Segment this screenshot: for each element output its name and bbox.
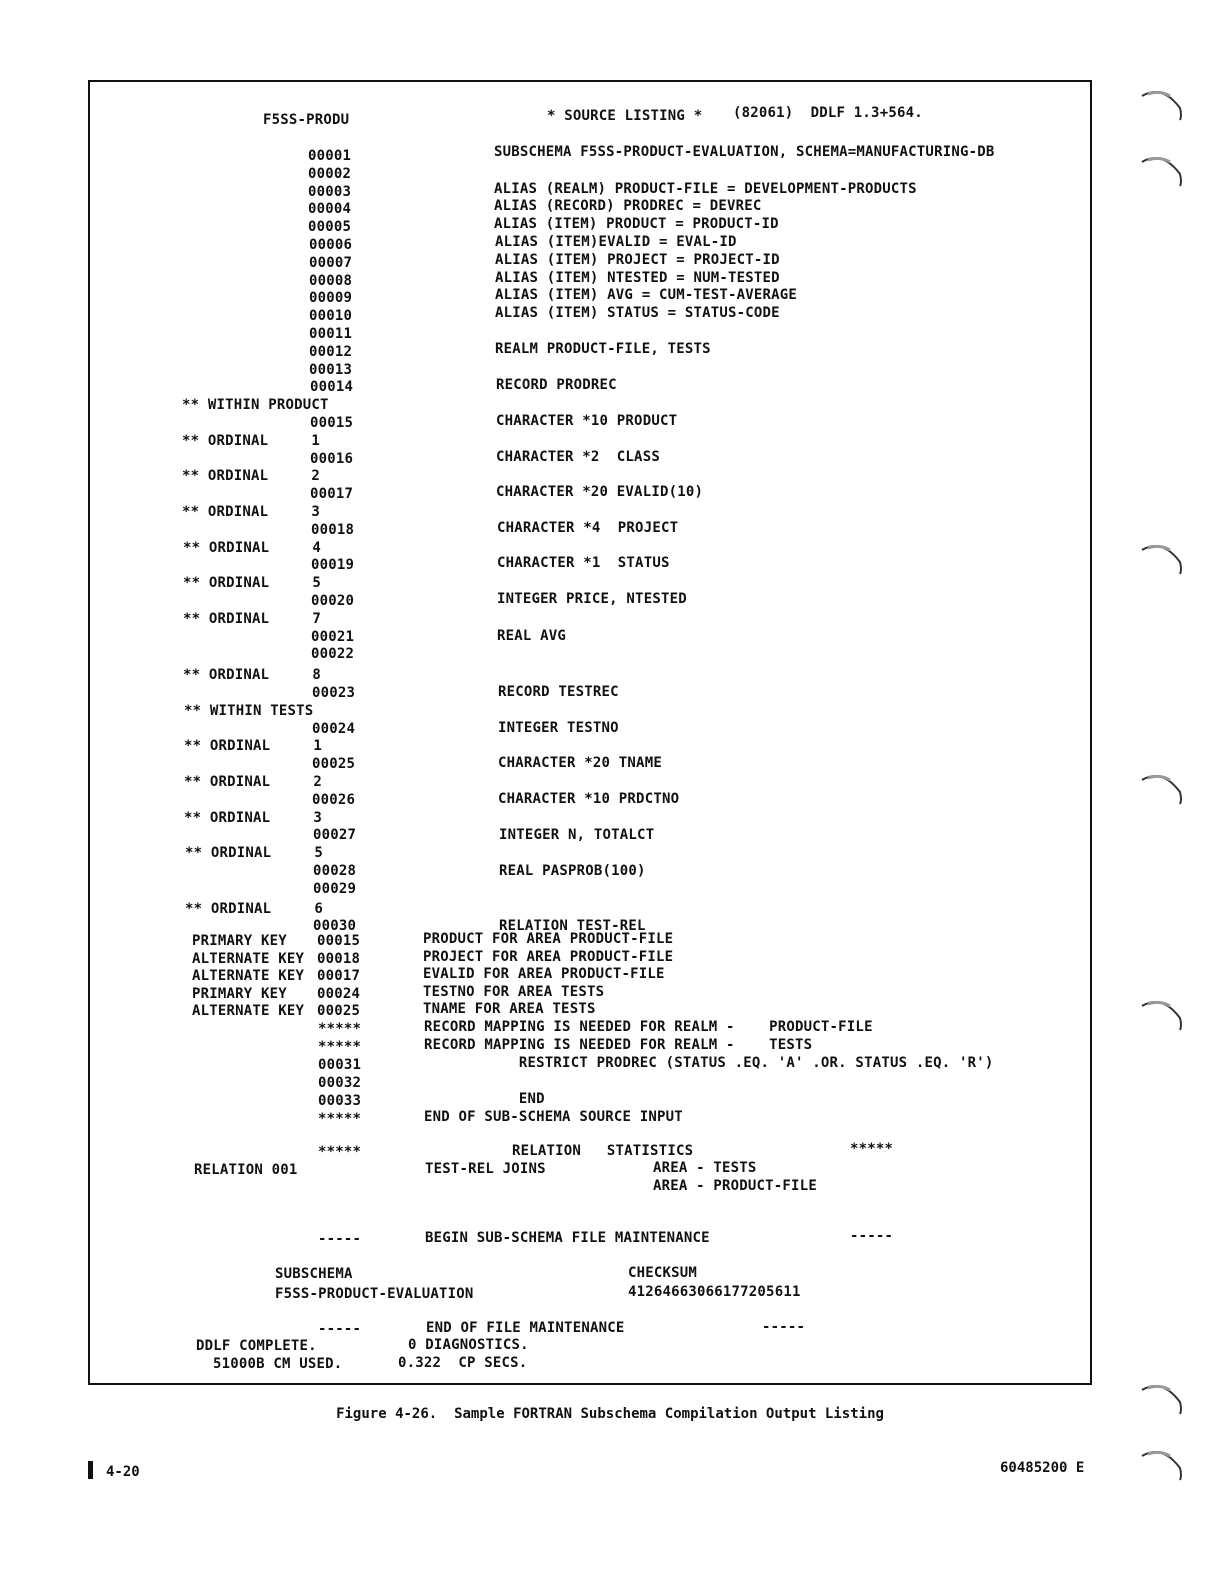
- source-statement: ALIAS (ITEM)EVALID = EVAL-ID: [495, 234, 737, 250]
- maint-end: END OF FILE MAINTENANCE: [426, 1320, 625, 1336]
- ordinal-label: ** WITHIN TESTS: [184, 703, 314, 719]
- subschema-name: F5SS-PRODUCT-EVALUATION: [275, 1286, 474, 1302]
- line-number: 00010: [309, 308, 353, 324]
- source-statement: INTEGER PRICE, NTESTED: [497, 591, 687, 607]
- header-program-name: F5SS-PRODU: [263, 112, 350, 128]
- tail-statement: END OF SUB-SCHEMA SOURCE INPUT: [424, 1109, 683, 1125]
- relation-area-2: AREA - PRODUCT-FILE: [653, 1178, 817, 1194]
- line-number: 00027: [313, 827, 357, 843]
- tail-line-number: *****: [318, 1021, 362, 1037]
- relation-joins: TEST-REL JOINS: [425, 1161, 546, 1177]
- binder-hole-icon: [1140, 152, 1186, 192]
- key-line-number: 00024: [317, 986, 361, 1002]
- source-statement: ALIAS (ITEM) NTESTED = NUM-TESTED: [495, 270, 780, 286]
- line-number: 00001: [308, 148, 352, 164]
- line-number: 00022: [311, 646, 355, 662]
- binder-hole-icon: [1140, 1380, 1186, 1420]
- ordinal-label: ** ORDINAL 5: [185, 845, 324, 861]
- tail-statement: RECORD MAPPING IS NEEDED FOR REALM - TESTS: [424, 1037, 813, 1053]
- source-statement: CHARACTER *1 STATUS: [497, 555, 670, 571]
- key-line-number: 00017: [317, 968, 361, 984]
- source-statement: RELATION TEST-REL: [499, 918, 646, 934]
- source-statement: ALIAS (ITEM) PRODUCT = PRODUCT-ID: [494, 216, 779, 232]
- cm-used: 51000B CM USED.: [213, 1356, 343, 1372]
- ordinal-label: ** ORDINAL 1: [182, 433, 321, 449]
- source-statement: CHARACTER *4 PROJECT: [497, 520, 679, 536]
- line-number: 00006: [309, 237, 353, 253]
- document-number: 60485200 E: [1000, 1460, 1085, 1476]
- ordinal-label: ** WITHIN PRODUCT: [182, 397, 329, 413]
- tail-line-number: 00031: [318, 1057, 362, 1073]
- binder-hole-icon: [1140, 540, 1186, 580]
- source-statement: ALIAS (ITEM) STATUS = STATUS-CODE: [495, 305, 780, 321]
- line-number: 00028: [313, 863, 357, 879]
- line-number: 00015: [310, 415, 354, 431]
- ordinal-label: ** ORDINAL 4: [183, 540, 322, 556]
- line-number: 00008: [309, 273, 353, 289]
- ordinal-label: ** ORDINAL 5: [183, 575, 322, 591]
- key-kind: PRIMARY KEY: [192, 986, 287, 1002]
- binder-hole-icon: [1140, 770, 1186, 810]
- checksum-value: 41264663066177205611: [628, 1284, 801, 1300]
- source-statement: CHARACTER *20 TNAME: [498, 755, 662, 771]
- maint-begin: BEGIN SUB-SCHEMA FILE MAINTENANCE: [425, 1230, 710, 1246]
- binder-hole-icon: [1140, 996, 1186, 1036]
- line-number: 00026: [312, 792, 356, 808]
- source-statement: ALIAS (ITEM) PROJECT = PROJECT-ID: [495, 252, 780, 268]
- line-number: 00007: [309, 255, 353, 271]
- source-statement: INTEGER TESTNO: [498, 720, 619, 736]
- key-description: PRODUCT FOR AREA PRODUCT-FILE: [423, 931, 674, 947]
- source-statement: RECORD TESTREC: [498, 684, 619, 700]
- tail-line-number: 00033: [318, 1093, 362, 1109]
- line-number: 00013: [309, 362, 353, 378]
- line-number: 00012: [309, 344, 353, 360]
- key-description: TESTNO FOR AREA TESTS: [423, 984, 605, 1000]
- tail-statement: RECORD MAPPING IS NEEDED FOR REALM - PRODUCT-FILE: [424, 1019, 873, 1035]
- ordinal-label: ** ORDINAL 6: [185, 901, 324, 917]
- binder-hole-icon: [1140, 86, 1186, 126]
- source-statement: CHARACTER *20 EVALID(10): [496, 484, 704, 500]
- page-number: 4-20: [106, 1464, 140, 1480]
- line-number: 00009: [309, 290, 353, 306]
- line-number: 00005: [308, 219, 352, 235]
- end-dashes-right: -----: [762, 1319, 806, 1335]
- ordinal-label: ** ORDINAL 3: [182, 504, 321, 520]
- line-number: 00030: [313, 918, 357, 934]
- stats-stars-left: *****: [318, 1144, 362, 1160]
- source-statement: CHARACTER *10 PRODUCT: [496, 413, 678, 429]
- figure-caption: Figure 4-26. Sample FORTRAN Subschema Compilation Output Listing: [336, 1406, 884, 1422]
- ordinal-label: ** ORDINAL 3: [184, 810, 323, 826]
- tail-line-number: 00032: [318, 1075, 362, 1091]
- line-number: 00004: [308, 201, 352, 217]
- key-kind: ALTERNATE KEY: [192, 968, 305, 984]
- source-statement: CHARACTER *2 CLASS: [496, 449, 660, 465]
- line-number: 00024: [312, 721, 356, 737]
- key-description: EVALID FOR AREA PRODUCT-FILE: [423, 966, 665, 982]
- stats-stars-right: *****: [850, 1141, 894, 1157]
- ordinal-label: ** ORDINAL 1: [184, 738, 323, 754]
- source-statement: REALM PRODUCT-FILE, TESTS: [495, 341, 711, 357]
- source-statement: RECORD PRODREC: [496, 377, 617, 393]
- line-number: 00018: [311, 522, 355, 538]
- key-line-number: 00025: [317, 1003, 361, 1019]
- header-version: (82061) DDLF 1.3+564.: [733, 105, 923, 121]
- tail-statement: END: [424, 1091, 545, 1107]
- source-statement: ALIAS (RECORD) PRODREC = DEVREC: [494, 198, 762, 214]
- key-line-number: 00018: [317, 951, 361, 967]
- line-number: 00003: [308, 184, 352, 200]
- ddlf-complete: DDLF COMPLETE.: [196, 1338, 317, 1354]
- key-description: PROJECT FOR AREA PRODUCT-FILE: [423, 949, 674, 965]
- line-number: 00029: [313, 881, 357, 897]
- change-bar: [88, 1461, 93, 1479]
- source-statement: REAL PASPROB(100): [499, 863, 646, 879]
- line-number: 00023: [312, 685, 356, 701]
- source-statement: ALIAS (ITEM) AVG = CUM-TEST-AVERAGE: [495, 287, 798, 303]
- key-kind: PRIMARY KEY: [192, 933, 287, 949]
- line-number: 00025: [312, 756, 356, 772]
- line-number: 00011: [309, 326, 353, 342]
- tail-statement: RESTRICT PRODREC (STATUS .EQ. 'A' .OR. STATUS .EQ. 'R'): [424, 1055, 994, 1071]
- key-description: TNAME FOR AREA TESTS: [423, 1001, 596, 1017]
- tail-line-number: *****: [318, 1111, 362, 1127]
- ordinal-label: ** ORDINAL 2: [184, 774, 323, 790]
- end-dashes-left: -----: [318, 1321, 362, 1337]
- source-statement: INTEGER N, TOTALCT: [499, 827, 655, 843]
- relation-label: RELATION 001: [194, 1162, 298, 1178]
- maint-dashes-right: -----: [850, 1228, 894, 1244]
- line-number: 00021: [311, 629, 355, 645]
- line-number: 00002: [308, 166, 352, 182]
- diagnostics-count: 0 DIAGNOSTICS.: [408, 1337, 529, 1353]
- line-number: 00019: [311, 557, 355, 573]
- subschema-label: SUBSCHEMA: [275, 1266, 353, 1282]
- ordinal-label: ** ORDINAL 7: [183, 611, 322, 627]
- header-title: * SOURCE LISTING *: [547, 108, 703, 124]
- line-number: 00016: [310, 451, 354, 467]
- source-statement: ALIAS (REALM) PRODUCT-FILE = DEVELOPMENT-PRODUCTS: [494, 181, 917, 197]
- line-number: 00014: [310, 379, 354, 395]
- ordinal-label: ** ORDINAL 8: [183, 667, 322, 683]
- binder-hole-icon: [1140, 1446, 1186, 1486]
- ordinal-label: ** ORDINAL 2: [182, 468, 321, 484]
- cp-secs: 0.322 CP SECS.: [398, 1355, 528, 1371]
- checksum-label: CHECKSUM: [628, 1265, 698, 1281]
- relation-area-1: AREA - TESTS: [653, 1160, 757, 1176]
- source-statement: SUBSCHEMA F5SS-PRODUCT-EVALUATION, SCHEMA=MANUFACTURING-DB: [494, 144, 995, 160]
- maint-dashes-left: -----: [318, 1231, 362, 1247]
- line-number: 00017: [310, 486, 354, 502]
- tail-line-number: *****: [318, 1039, 362, 1055]
- line-number: 00020: [311, 593, 355, 609]
- stats-heading: RELATION STATISTICS: [512, 1143, 694, 1159]
- key-line-number: 00015: [317, 933, 361, 949]
- key-kind: ALTERNATE KEY: [192, 951, 305, 967]
- source-statement: CHARACTER *10 PRDCTNO: [498, 791, 680, 807]
- source-statement: REAL AVG: [497, 628, 567, 644]
- key-kind: ALTERNATE KEY: [192, 1003, 305, 1019]
